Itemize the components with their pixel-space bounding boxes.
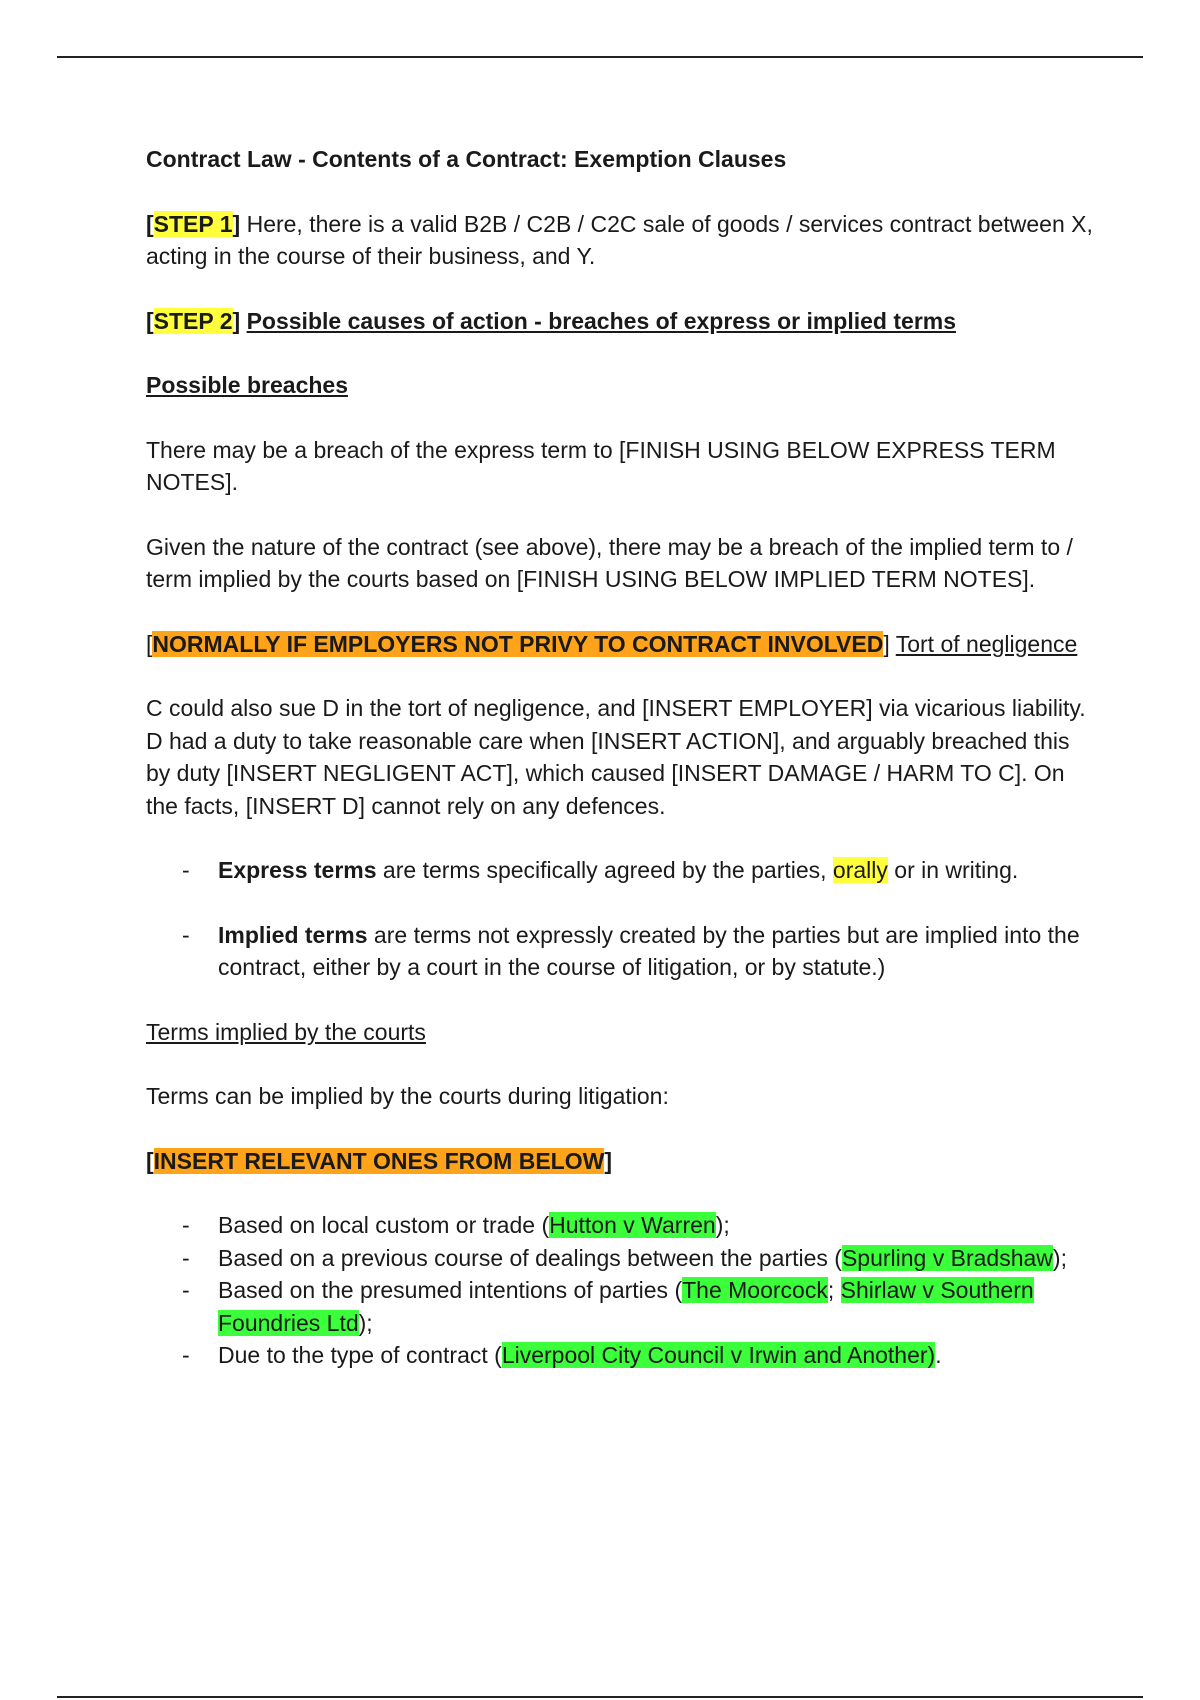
document-page (146, 143, 1096, 1404)
tort-bracket-open: [ (146, 630, 153, 657)
case-hutton-v-warren: Hutton v Warren (549, 1212, 716, 1238)
step2-bracket-close: ] (232, 307, 241, 334)
header-rule (57, 56, 1143, 58)
case-shirlaw-v-southern-foundries: Shirlaw v Southern Foundries Ltd (218, 1277, 1034, 1336)
item-end: ); (1052, 1244, 1067, 1271)
courts-heading: Terms implied by the courts (146, 1018, 426, 1045)
express-term-text-end: or in writing. (887, 857, 1019, 883)
step1-paragraph (146, 208, 1096, 273)
step1-bracket-close: ] (232, 210, 241, 237)
list-item (146, 1242, 1096, 1275)
step1-tag: STEP 1 (153, 210, 233, 237)
list-item (146, 919, 1096, 984)
item-text: Due to the type of contract ( (218, 1342, 502, 1368)
item-text: Based on a previous course of dealings between the parties ( (218, 1244, 842, 1271)
courts-intro: Terms can be implied by the courts during litigation: (146, 1083, 669, 1109)
implied-term-text: are terms not expressly created by the parties but are implied into the contract, either by a court in the course of litigation, or by statute.) (218, 921, 1080, 980)
step2-heading (146, 305, 1096, 338)
negligence-paragraph: C could also sue D in the tort of negligence, and [INSERT EMPLOYER] via vicarious liability. D had a duty to take reasonable care when [INSERT ACTION], and arguably breached this by duty [INSERT NEGLIGENT ACT], which caused [INSERT DAMAGE / HARM TO C]. On the facts, [INSERT D] cannot rely on any defences. (146, 695, 1086, 819)
list-item (146, 1274, 1096, 1339)
implied-breach-paragraph: Given the nature of the contract (see above), there may be a breach of the implied term to / term implied by the courts based on [FINISH USING BELOW IMPLIED TERM NOTES]. (146, 533, 1073, 592)
step1-text: Here, there is a valid B2B / C2B / C2C sale of goods / services contract between X, acting in the course of their business, and Y. (146, 210, 1093, 269)
implied-terms-list (146, 1209, 1096, 1372)
step1-bracket-open: [ (146, 210, 154, 237)
item-separator: ; (827, 1277, 841, 1303)
insert-bracket-close: ] (604, 1147, 612, 1174)
item-text: Based on the presumed intentions of parties ( (218, 1277, 683, 1303)
insert-bracket-open: [ (146, 1147, 154, 1174)
item-end: ); (358, 1309, 373, 1336)
footer-rule (57, 1696, 1143, 1698)
case-spurling-v-bradshaw: Spurling v Bradshaw (841, 1244, 1053, 1271)
list-item (146, 854, 1096, 887)
tort-heading (146, 628, 1096, 661)
step2-heading-text: Possible causes of action - breaches of express or implied terms (246, 307, 957, 334)
definitions-list (146, 854, 1096, 984)
possible-breaches-heading: Possible breaches (146, 372, 348, 398)
tort-heading-text: Tort of negligence (895, 630, 1078, 657)
document-title: Contract Law - Contents of a Contract: Exemption Clauses (146, 146, 787, 172)
insert-tag: INSERT RELEVANT ONES FROM BELOW (153, 1147, 605, 1174)
list-item (146, 1209, 1096, 1242)
implied-term-label: Implied terms (218, 921, 368, 948)
item-text: Based on local custom or trade ( (218, 1212, 550, 1238)
express-breach-paragraph: There may be a breach of the express term to [FINISH USING BELOW EXPRESS TERM NOTES]. (146, 436, 1056, 495)
item-end: ); (715, 1212, 730, 1238)
express-term-label: Express terms (218, 857, 377, 883)
tort-bracket-close: ] (883, 630, 890, 657)
express-term-text: are terms specifically agreed by the parties, (376, 857, 833, 883)
step2-bracket-open: [ (146, 307, 154, 334)
list-item (146, 1339, 1096, 1372)
step2-tag: STEP 2 (153, 307, 233, 334)
orally-highlight: orally (832, 857, 888, 883)
case-the-moorcock: The Moorcock (682, 1277, 828, 1303)
insert-tag-line (146, 1145, 1096, 1178)
tort-tag: NORMALLY IF EMPLOYERS NOT PRIVY TO CONTRACT INVOLVED (152, 630, 884, 657)
case-liverpool-v-irwin: Liverpool City Council v Irwin and Another) (501, 1342, 936, 1368)
item-end: . (935, 1342, 942, 1368)
